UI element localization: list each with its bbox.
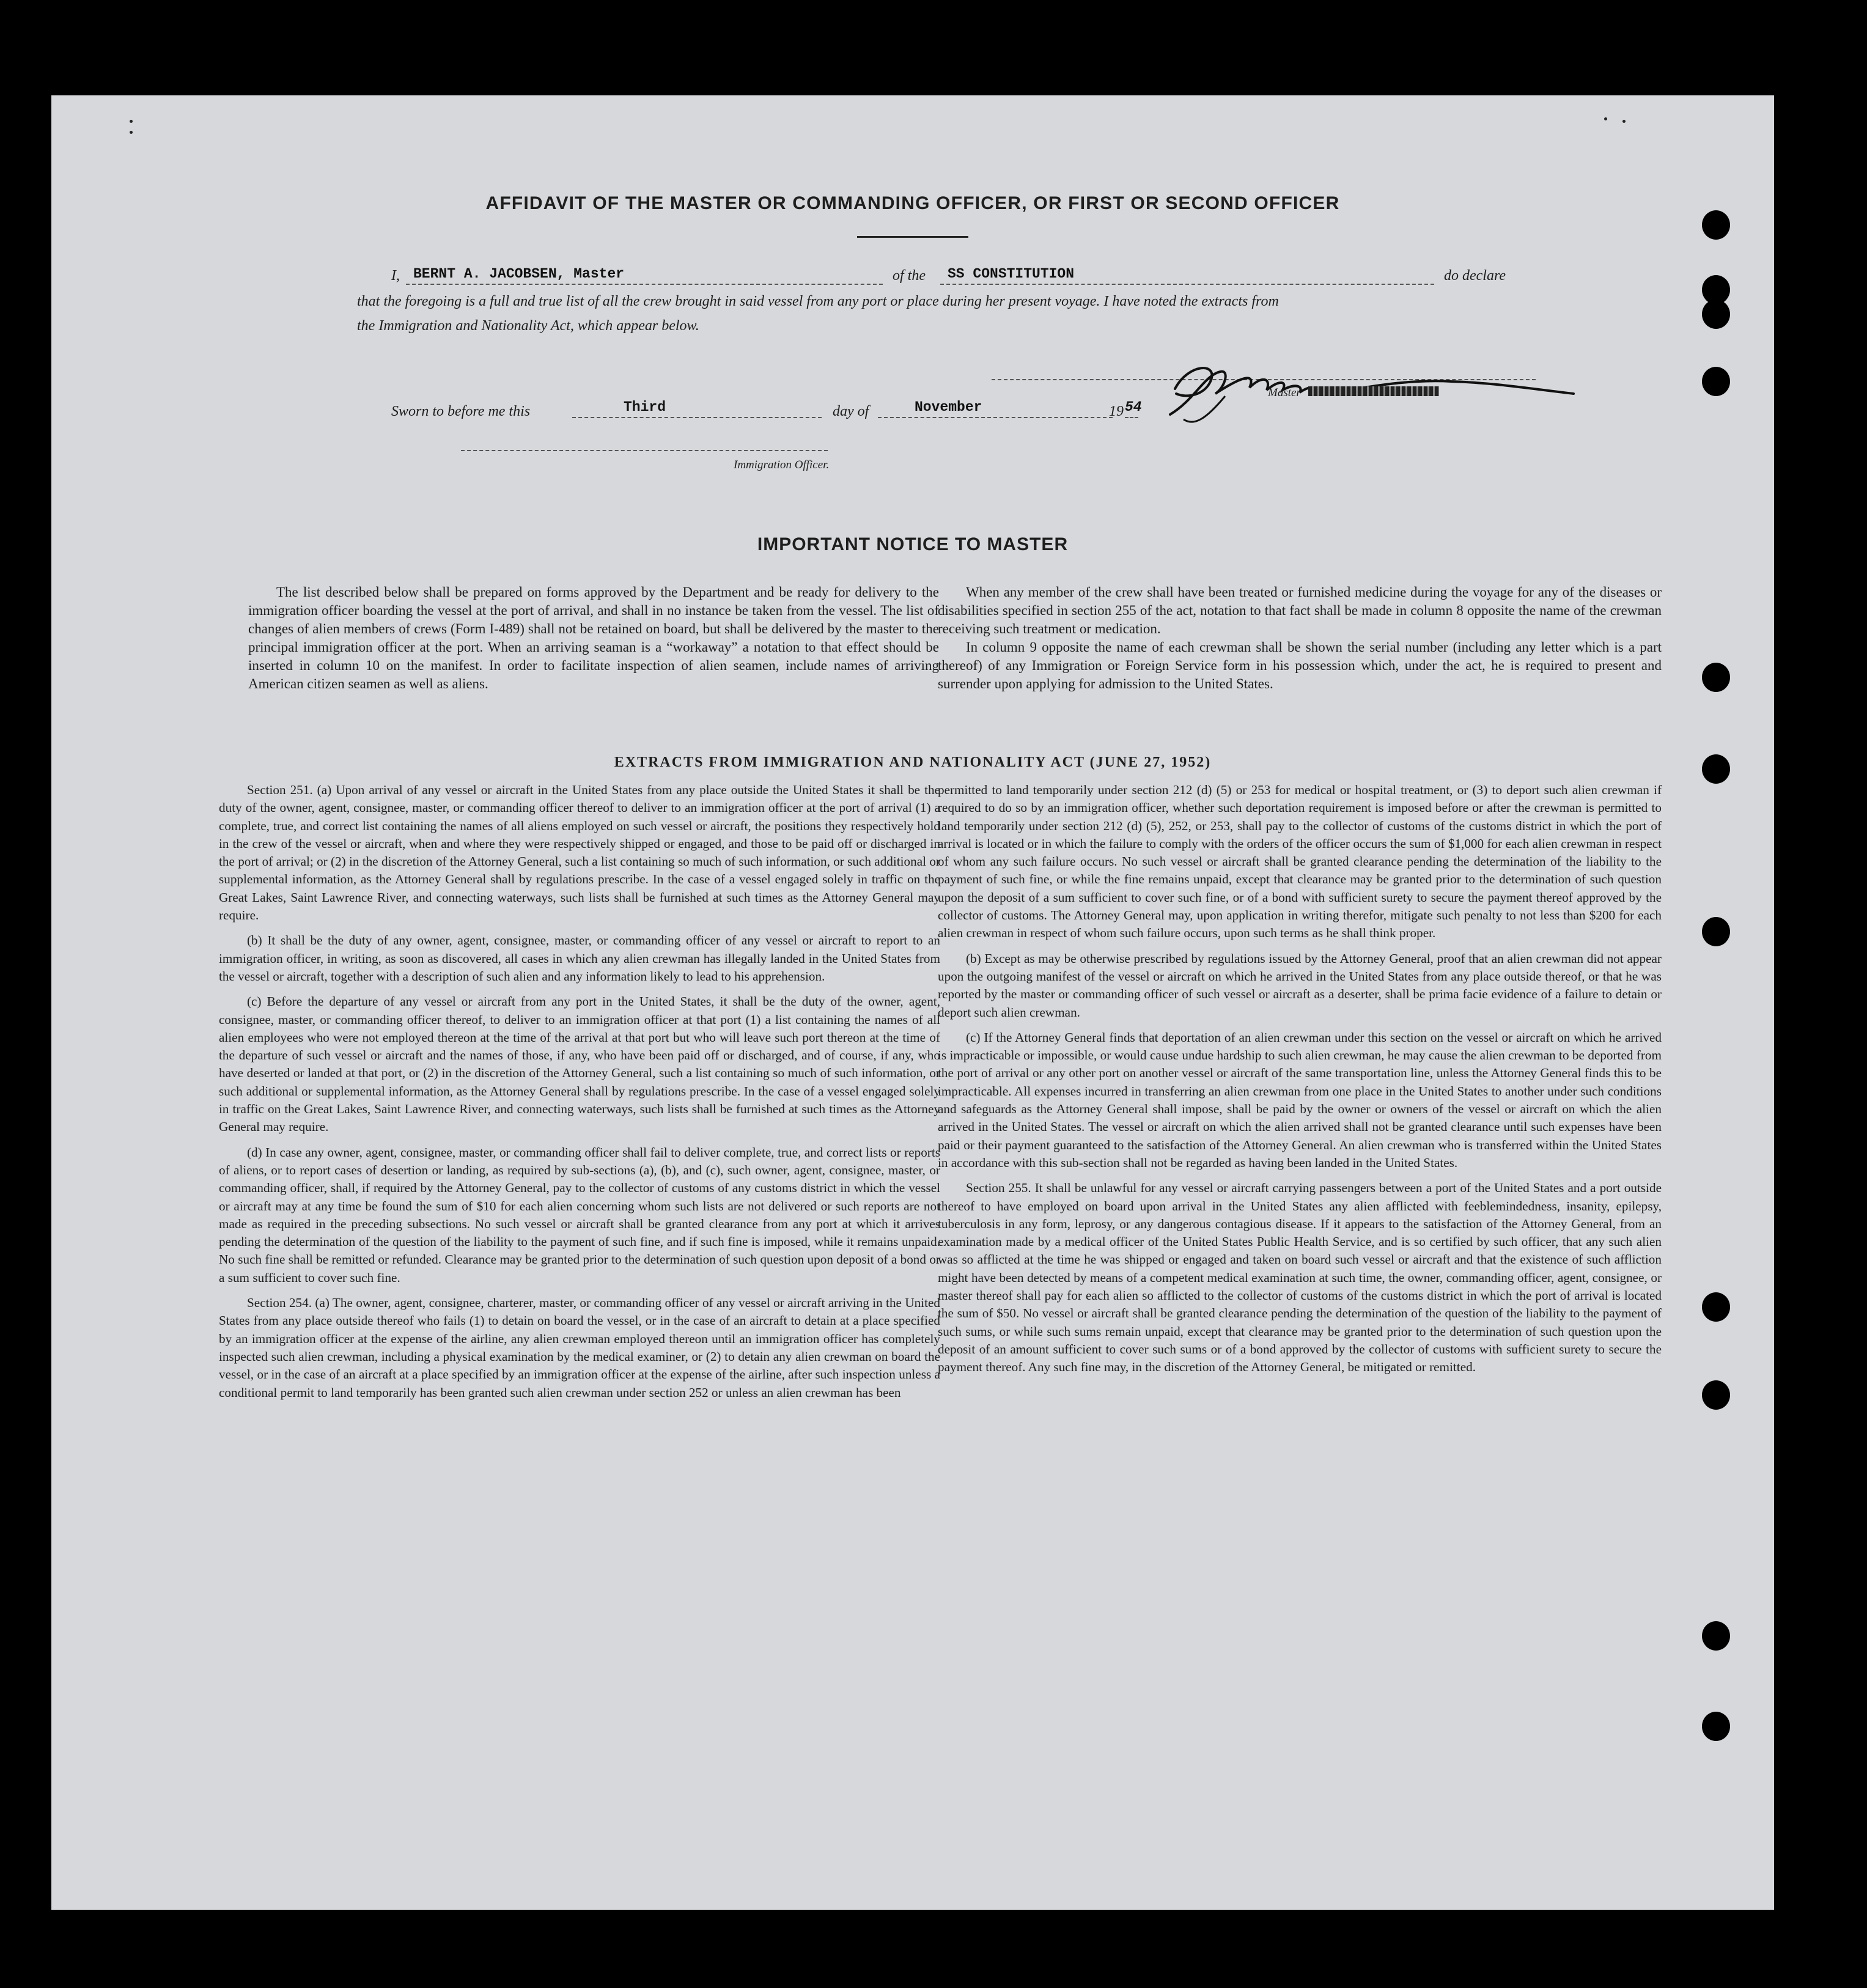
notice-right-paragraph-2: In column 9 opposite the name of each crewman shall be shown the serial number (including any letter which is a part thereof) of any Immigration or Foreign Service form in his possession which, under the act, he is required to present and surrender upon applying for admission to the United States. (938, 639, 1662, 691)
year-prefix: 19 (1109, 403, 1124, 419)
notice-title: IMPORTANT NOTICE TO MASTER (757, 534, 1069, 554)
statement-line-2: the Immigration and Nationality Act, which appear below. (357, 318, 699, 334)
prefix-i: I, (391, 268, 400, 284)
notice-left-paragraph: The list described below shall be prepared on forms approved by the Department and be ready for delivery to the immigration officer boarding the vessel at the port of arrival, and shall in no instance be taken from the vessel. The list of changes of alien members of crews (Form I-489) shall not be retained on board, but shall be delivered by the master to the principal immigration officer at the port. When an arriving seaman is a “workaway” a notation to that effect should be inserted in column 10 on the manifest. In order to facilitate inspection of alien seamen, include names of arriving American citizen seamen as well as aliens. (248, 584, 939, 691)
speck (1622, 120, 1626, 123)
punch-hole (1702, 1712, 1730, 1741)
punch-hole (1702, 300, 1730, 329)
master-caption: Master (1268, 386, 1301, 399)
notice-left-column (248, 583, 939, 693)
extracts-left-column (219, 781, 940, 1409)
master-name-field[interactable]: BERNT A. JACOBSEN, Master (406, 265, 883, 285)
immigration-officer-caption: Immigration Officer. (734, 458, 830, 471)
immigration-officer-line (461, 450, 828, 451)
statement-line-1: that the foregoing is a full and true list of all the crew brought in said vessel from any port or place during her present voyage. I have noted the extracts from (357, 293, 1279, 309)
section-254-b: (b) Except as may be otherwise prescribed by regulations issued by the Attorney General, proof that an alien crewman did not appear upon the outgoing manifest of the vessel or aircraft on which he arrived in the United States from any place outside thereof, or that he was reported by the master or commanding officer of such vessel or aircraft as a deserter, shall be prima facie evidence of a failure to detain or deport such alien crewman. (938, 951, 1662, 1020)
of-the-label: of the (893, 268, 926, 284)
section-254-a-continued: permitted to land temporarily under section 212 (d) (5) or 253 for medical or hospital treatment, or (3) to deport such alien crewman if required to do so by an immigration officer, whether such deportation requirement is imposed before or after the crewman is permitted to land temporarily under section 212 (d) (5), 252, or 253, shall pay to the collector of customs of the customs district in which the port of arrival is located or in which the failure to comply with the orders of the officer occurs the sum of $1,000 for each alien crewman in respect of whom any such failure occurs. No such vessel or aircraft shall be granted clearance pending the determination of the liability to the payment of such fine, or while the fine remains unpaid, except that clearance may be granted prior to the determination of such question upon the deposit of a sum sufficient to cover such fine, or of a bond with sufficient surety to secure the payment thereof approved by the collector of customs. The Attorney General may, upon application in writing therefor, mitigate such penalty to not less than $200 for each alien crewman in respect of whom such failure occurs, upon such terms as he shall think proper. (938, 782, 1662, 941)
day-of-label: day of (833, 403, 869, 419)
section-254-c: (c) If the Attorney General finds that deportation of an alien crewman under this section on the vessel or aircraft on which he arrived is impracticable or impossible, or would cause undue hardship to such alien crewman, he may cause the alien crewman to be deported from the port of arrival or any other port on another vessel or aircraft of the same transportation line, unless the Attorney General finds this to be impracticable. All expenses incurred in transferring an alien crewman from one place in the United States to another under such conditions and safeguards as the Attorney General shall impose, shall be paid by the owner or owners of the vessel or aircraft on which the alien arrived in the United States. The vessel or aircraft on which the alien arrived shall not be granted clearance until such expenses have been paid or their payment guaranteed to the satisfaction of the Attorney General. An alien crewman who is transferred within the United States in accordance with this sub-section shall not be regarded as having been landed in the United States. (938, 1029, 1662, 1170)
punch-hole (1702, 1621, 1730, 1651)
punch-hole (1702, 663, 1730, 692)
affidavit-title: AFFIDAVIT OF THE MASTER OR COMMANDING OFFICER, OR FIRST OR SECOND OFFICER (485, 193, 1340, 213)
sworn-month-value: November (915, 399, 982, 415)
punch-hole (1702, 1292, 1730, 1322)
sworn-prefix: Sworn to before me this (391, 403, 531, 419)
section-254-a: Section 254. (a) The owner, agent, consignee, charterer, master, or commanding officer of any vessel or aircraft arriving in the United States from any place outside thereof who fails (1) to detain on board the vessel, or in the case of an aircraft to detain at a place specified by an immigration officer at the expense of the airline, any alien crewman employed thereon until an immigration officer has completely inspected such alien crewman, including a physical examination by the medical examiner, or (2) to detain any alien crewman on board the vessel, or in the case of an aircraft at a place specified by an immigration officer at the expense of the airline, after such inspection unless a conditional permit to land temporarily has been granted such alien crewman under section 252 or unless an alien crewman has been (219, 1295, 940, 1400)
sworn-day-field[interactable] (572, 399, 822, 418)
punch-hole (1702, 210, 1730, 240)
sworn-day-value: Third (624, 399, 666, 415)
speck (130, 131, 133, 134)
section-251-a: Section 251. (a) Upon arrival of any vessel or aircraft in the United States from any place outside the United States it shall be the duty of the owner, agent, consignee, master, or commanding officer thereof to deliver to an immigration officer at the port of arrival (1) a complete, true, and correct list containing the names of all aliens employed on such vessel or aircraft, the positions they respectively hold in the crew of the vessel or aircraft, when and where they were respectively shipped or engaged, and those to be paid off or discharged in the port of arrival; or (2) in the discretion of the Attorney General, such a list containing so much of such information, or such additional or supplemental information, as the Attorney General shall by regulations prescribe. In the case of a vessel engaged solely in traffic on the Great Lakes, Saint Lawrence River, and connecting waterways, such lists shall be furnished at such times as the Attorney General may require. (219, 782, 940, 923)
sworn-month-field[interactable] (878, 399, 1113, 418)
speck (130, 120, 133, 123)
speck (1604, 117, 1607, 120)
notice-right-paragraph-1: When any member of the crew shall have been treated or furnished medicine during the voyage for any of the diseases or disabilities specified in section 255 of the act, notation to that fact shall be made in column 8 opposite the name of the crewman receiving such treatment or medication. (938, 584, 1662, 636)
form-page (51, 95, 1774, 1910)
punch-hole (1702, 917, 1730, 946)
title-underline (857, 236, 968, 238)
do-declare-label: do declare (1444, 268, 1506, 284)
punch-hole (1702, 367, 1730, 396)
year-field[interactable]: 54 (1125, 399, 1138, 418)
section-251-b: (b) It shall be the duty of any owner, agent, consignee, master, or commanding officer of any vessel or aircraft to report to an immigration officer, in writing, as soon as discovered, all cases in which any alien crewman has illegally landed in the United States from the vessel or aircraft, together with a description of such alien and any information likely to lead to his apprehension. (219, 933, 940, 984)
punch-hole (1702, 1380, 1730, 1410)
extracts-title: EXTRACTS FROM IMMIGRATION AND NATIONALITY ACT (JUNE 27, 1952) (614, 754, 1212, 770)
section-255: Section 255. It shall be unlawful for any vessel or aircraft carrying passengers between a port of the United States and a port outside thereof to have employed on board upon arrival in the United States any alien afflicted with feeblemindedness, insanity, epilepsy, tuberculosis in any form, leprosy, or any dangerous contagious disease. If it appears to the satisfaction of the Attorney General, from an examination made by a medical officer of the United States Public Health Service, and is so certified by such officer, that any such alien was so afflicted at the time he was shipped or engaged and taken on board such vessel or aircraft and that the existence of such affliction might have been detected by means of a competent medical examination at such time, the owner, commanding officer, agent, consignee, or master thereof shall pay for each alien so afflicted to the collector of customs of the customs district in which the port of arrival is located the sum of $50. No vessel or aircraft shall be granted clearance pending the determination of the question of the liability to the payment of such sums, or while such sums remain unpaid, except that clearance may be granted prior to the determination of such question upon the deposit of an amount sufficient to cover such sums or of a bond approved by the collector of customs with sufficient surety to secure the payment thereof. Any such fine may, in the discretion of the Attorney General, be mitigated or remitted. (938, 1180, 1662, 1375)
section-251-d: (d) In case any owner, agent, consignee, master, or commanding officer shall fail to deliver complete, true, and correct lists or reports of aliens, or to report cases of desertion or landing, as required by sub-sections (a), (b), and (c), such owner, agent, consignee, master, or commanding officer, shall, if required by the Attorney General, pay to the collector of customs of any customs district in which the vessel or aircraft may at any time be found the sum of $10 for each alien concerning whom such lists are not delivered or such reports are not made as required in the preceding subsections. No such vessel or aircraft shall be granted clearance from any port at which it arrives pending the determination of the question of the liability to the payment of such fine, and if such fine is imposed, while it remains unpaid. No such fine shall be remitted or refunded. Clearance may be granted prior to the determination of such question upon deposit of a bond or a sum sufficient to cover such fine. (219, 1144, 940, 1285)
struck-out-caption (1308, 386, 1439, 396)
extracts-right-column (938, 781, 1662, 1384)
notice-right-column (938, 583, 1662, 693)
section-251-c: (c) Before the departure of any vessel or aircraft from any port in the United States, it shall be the duty of the owner, agent, consignee, master, or commanding officer thereof, to deliver to an immigration officer at that port (1) a list containing the names of all alien employees who were not employed thereon at the time of the arrival at that port but who will leave such port thereon at the time of the departure of such vessel or aircraft and the names of those, if any, who have been paid off or discharged, and of course, if any, who have deserted or landed at that port, or (2) in the discretion of the Attorney General, such a list containing so much of such information, or such additional or supplemental information, as the Attorney General shall by regulations prescribe. In the case of a vessel engaged solely in traffic on the Great Lakes, Saint Lawrence River, and connecting waterways, such lists shall be furnished at such times as the Attorney General may require. (219, 994, 940, 1135)
vessel-name-field[interactable]: SS CONSTITUTION (940, 265, 1434, 285)
